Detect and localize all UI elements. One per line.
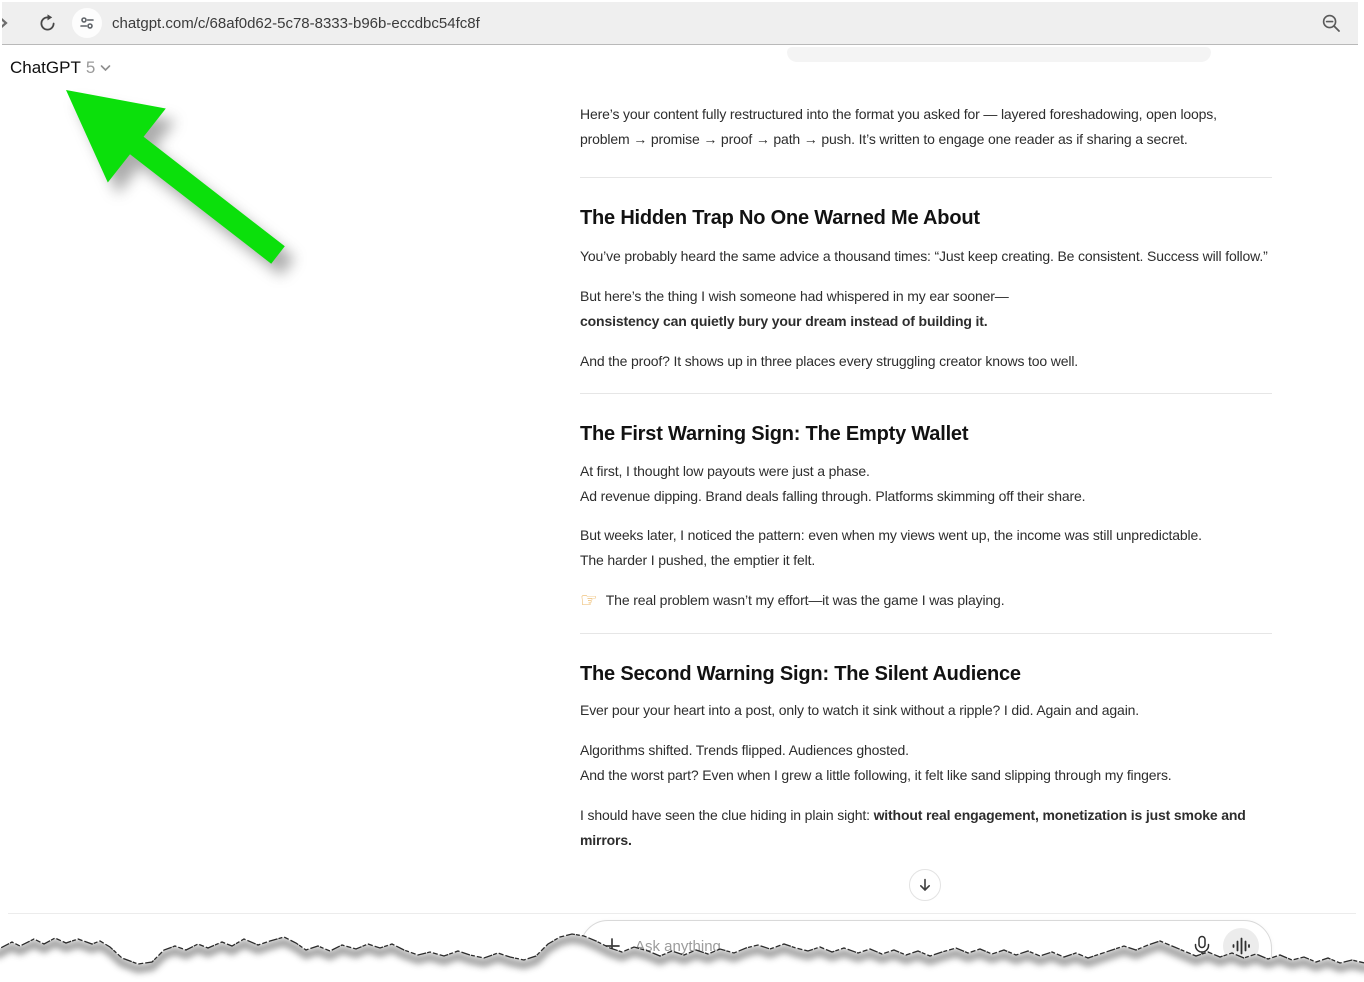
section-divider — [580, 633, 1272, 634]
section-heading: The Second Warning Sign: The Silent Audience — [580, 663, 1021, 685]
section-heading: The First Warning Sign: The Empty Wallet — [580, 423, 969, 445]
message-input[interactable] — [635, 938, 1187, 955]
section-heading: The Hidden Trap No One Warned Me About — [580, 207, 980, 229]
text-line: But here’s the thing I wish someone had whispered in my ear sooner— — [580, 288, 1009, 304]
text-line: You’ve probably heard the same advice a thousand times: — [580, 248, 931, 264]
paragraph — [580, 459, 1272, 509]
pointing-right-emoji: ☞ — [580, 588, 598, 612]
text-line-bold: mirrors. — [580, 832, 632, 848]
reload-button[interactable] — [34, 10, 60, 36]
model-version-label: 5 — [85, 58, 96, 77]
voice-mode-button[interactable] — [1223, 928, 1259, 964]
scroll-to-bottom-button[interactable] — [909, 869, 941, 901]
section-divider — [580, 393, 1272, 394]
browser-toolbar — [2, 2, 1358, 45]
paragraph — [580, 523, 1272, 573]
model-selector[interactable] — [10, 58, 111, 78]
microphone-icon — [1192, 935, 1212, 957]
plus-icon — [602, 936, 622, 956]
text-line-bold: consistency can quietly bury your dream instead of building it. — [580, 313, 988, 329]
text-line: Algorithms shifted. Trends flipped. Audiences ghosted. — [580, 742, 909, 758]
text-line: Ever pour your heart into a post, only to watch it sink without a ripple? — [580, 702, 1001, 718]
text-line: Here’s your content fully restructured into the format you asked for — layered foreshadowing, open loops, — [580, 106, 1217, 122]
text-line: But weeks later, I noticed the pattern: even when my views went up, the income was still unpredictable. — [580, 527, 1202, 543]
intro-paragraph — [580, 102, 1272, 152]
voice-waveform-icon — [1231, 936, 1251, 956]
paragraph — [580, 738, 1272, 788]
text-line: “Just keep creating. Be consistent. Success will follow.” — [934, 248, 1268, 264]
paragraph — [580, 284, 1272, 334]
text-run: I should have seen the clue hiding in plain sight: — [580, 807, 874, 823]
composer-divider — [8, 913, 1356, 914]
site-info-button[interactable] — [72, 8, 102, 38]
address-bar-url[interactable]: chatgpt.com/c/68af0d62-5c78-8333-b96b-eccdbc54fc8f — [112, 14, 480, 32]
text-line: The real problem wasn’t my effort—it was the game I was playing. — [605, 592, 1005, 608]
dictate-button[interactable] — [1187, 931, 1217, 961]
arrow-down-icon — [917, 877, 933, 893]
section-divider — [580, 177, 1272, 178]
paragraph — [580, 349, 1272, 374]
text-line: And the proof? It shows up in three places every struggling creator knows too well. — [580, 353, 1079, 369]
page-zoom-button[interactable] — [1318, 10, 1344, 36]
brand-label: ChatGPT — [10, 58, 81, 77]
text-line: Ad revenue dipping. Brand deals falling through. Platforms skimming off their share. — [580, 488, 1086, 504]
text-line: And the worst part? Even when I grew a little following, it felt like sand slipping through my fingers. — [580, 767, 1172, 783]
text-run-bold: without real engagement, monetization is just smoke and — [873, 807, 1246, 823]
attach-plus-button[interactable] — [597, 931, 627, 961]
paragraph — [580, 244, 1272, 269]
text-line: The harder I pushed, the emptier it felt. — [580, 552, 816, 568]
forward-nav-partial-icon[interactable] — [2, 14, 10, 32]
closing-paragraph — [580, 803, 1272, 853]
composer — [580, 920, 1272, 982]
text-line: At first, I thought low payouts were just a phase. — [580, 463, 870, 479]
callout-paragraph — [580, 588, 1272, 613]
chevron-down-icon — [100, 64, 111, 72]
assistant-message — [580, 46, 1272, 853]
magnifier-minus-icon — [1321, 13, 1341, 33]
site-info-icon — [78, 14, 96, 32]
text-line — [580, 807, 1246, 823]
text-line: I did. Again and again. — [1003, 702, 1140, 718]
green-annotation-arrow — [0, 0, 360, 320]
paragraph — [580, 698, 1272, 723]
text-line: problem → promise → proof → path → push. It’s written to engage one reader as if sharing a secret. — [580, 131, 1188, 147]
